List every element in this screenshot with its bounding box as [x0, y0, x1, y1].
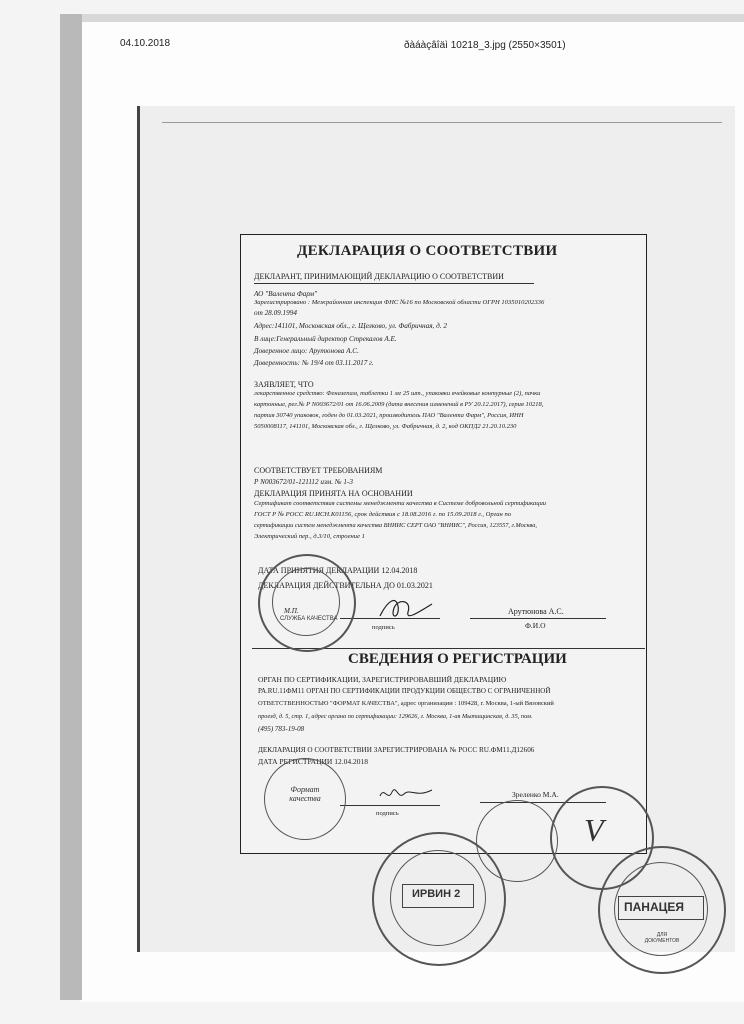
reg-body-line: ОРГАН ПО СЕРТИФИКАЦИИ, ЗАРЕГИСТРИРОВАВШИЙ ДЕКЛАРАЦИЮ	[258, 675, 507, 684]
valid-until: ДЕКЛАРАЦИЯ ДЕЙСТВИТЕЛЬНА ДО 01.03.2021	[258, 581, 433, 590]
declarant-line: Зарегистрировано : Межрайонная инспекция ФНС №16 по Московской области ОГРН 1035010202336	[254, 299, 545, 306]
scan-edge	[137, 106, 140, 952]
signature-line	[340, 805, 440, 806]
irvin-stamp: ИРВИН 2	[372, 832, 506, 966]
reg-body-line: (495) 783-19-08	[258, 725, 305, 733]
reg-body-line: проезд, д. 5, стр. 1, адрес органа по сертификации: 129626, г. Москва, 1-ая Мытищинская, д. 35, пом.	[258, 713, 533, 720]
pharmacy-stamp: V	[550, 786, 654, 890]
signature-mark	[372, 594, 438, 624]
declarant-line: АО "Валента Фарм"	[254, 290, 318, 298]
scan-top-line	[162, 122, 722, 123]
name-line	[470, 618, 606, 619]
heading-underline	[254, 283, 534, 284]
declaration-title: ДЕКЛАРАЦИЯ О СООТВЕТСТВИИ	[297, 243, 558, 259]
quality-service-stamp: СЛУЖБА КАЧЕСТВА	[258, 554, 356, 652]
signature-mark	[376, 782, 436, 804]
basis-line: Электрический пер., д.3/10, строение 1	[254, 533, 365, 540]
basis-line: ГОСТ Р № РОСС RU.ИСН.К01156, срок действия с 18.08.2016 г. по 15.09.2018 г., Орган по	[254, 511, 512, 518]
declarant-line: Доверенность: № 19/4 от 03.11.2017 г.	[254, 359, 374, 367]
reg-body-line: ОТВЕТСТВЕННОСТЬЮ "ФОРМАТ КАЧЕСТВА", адрес организации : 109428, г. Москва, 1-ый Вязовский	[258, 700, 554, 707]
requirements-line: Р N003672/01-121112 изм. № 1-3	[254, 478, 353, 486]
seal-place: М.П.	[284, 607, 299, 615]
fio-caption: Ф.И.О	[525, 621, 546, 630]
page-shadow-top	[60, 14, 744, 22]
requirements-heading: СООТВЕТСТВУЕТ ТРЕБОВАНИЯМ	[254, 466, 383, 475]
basis-line: Сертификат соответствия системы менеджмента качества в Системе добровольной сертификации	[254, 500, 547, 507]
signature-caption: подпись	[372, 624, 395, 631]
accepted-date: ДАТА ПРИНЯТИЯ ДЕКЛАРАЦИИ 12.04.2018	[258, 566, 418, 575]
format-quality-stamp: Формат качества	[264, 758, 346, 840]
declarant-line: Доверенное лицо: Арутюнова А.С.	[254, 347, 359, 355]
page-shadow-left	[60, 14, 82, 1000]
signature-caption: подпись	[376, 810, 399, 817]
signer-name: Арутюнова А.С.	[508, 607, 564, 616]
registration-date: ДАТА РЕГИСТРАЦИИ 12.04.2018	[258, 757, 368, 766]
product-line: 5050008117, 141101, Московская обл., г. Щелково, ул. Фабричная, д. 2, код ОКПД2 21.20.10.230	[254, 423, 517, 430]
product-line: партия 30740 упаковок, годен до 01.03.2021, производитель ПАО "Валента Фарм", Россия, ИНН	[254, 412, 524, 419]
basis-heading: ДЕКЛАРАЦИЯ ПРИНЯТА НА ОСНОВАНИИ	[254, 489, 413, 498]
declarant-heading: ДЕКЛАРАНТ, ПРИНИМАЮЩИЙ ДЕКЛАРАЦИЮ О СООТВЕТСТВИИ	[254, 272, 504, 281]
states-heading: ЗАЯВЛЯЕТ, ЧТО	[254, 380, 314, 389]
registrar-name: Зреленко М.А.	[512, 790, 559, 799]
reg-body-line: РА.RU.11ФМ11 ОРГАН ПО СЕРТИФИКАЦИИ ПРОДУКЦИИ ОБЩЕСТВО С ОГРАНИЧЕННОЙ	[258, 687, 551, 695]
basis-line: сертификации систем менеджмента качества ВНИИС СЕРТ ОАО "ВНИИС", Россия, 123557, г.Москва,	[254, 522, 537, 529]
documents-stamp	[476, 800, 558, 882]
panacea-stamp: ПАНАЦЕЯ ДЛЯ ДОКУМЕНТОВ	[598, 846, 726, 974]
registration-number: ДЕКЛАРАЦИЯ О СООТВЕТСТВИИ ЗАРЕГИСТРИРОВАНА № РОСС RU.ФМ11.Д12606	[258, 746, 535, 754]
product-line: лекарственное средство: Феназепам, таблетки 1 мг 25 шт., упаковки ячейковые контурные (2), пачки	[254, 390, 541, 397]
registration-title: СВЕДЕНИЯ О РЕГИСТРАЦИИ	[348, 651, 567, 667]
declarant-line: от 28.09.1994	[254, 309, 297, 317]
declarant-line: В лице:Генеральный директор Стрекалов А.Е.	[254, 335, 397, 343]
print-filename: ðàáàçâîäì 10218_3.jpg (2550×3501)	[404, 40, 566, 51]
print-date: 04.10.2018	[120, 38, 171, 49]
declarant-line: Адрес:141101, Московская обл., г. Щелково, ул. Фабричная, д. 2	[254, 322, 447, 330]
product-line: картонные, рег.№ Р N003672/01 от 16.06.2009 (дата внесения изменений в РУ 20.12.2017), серия 10218,	[254, 401, 544, 408]
